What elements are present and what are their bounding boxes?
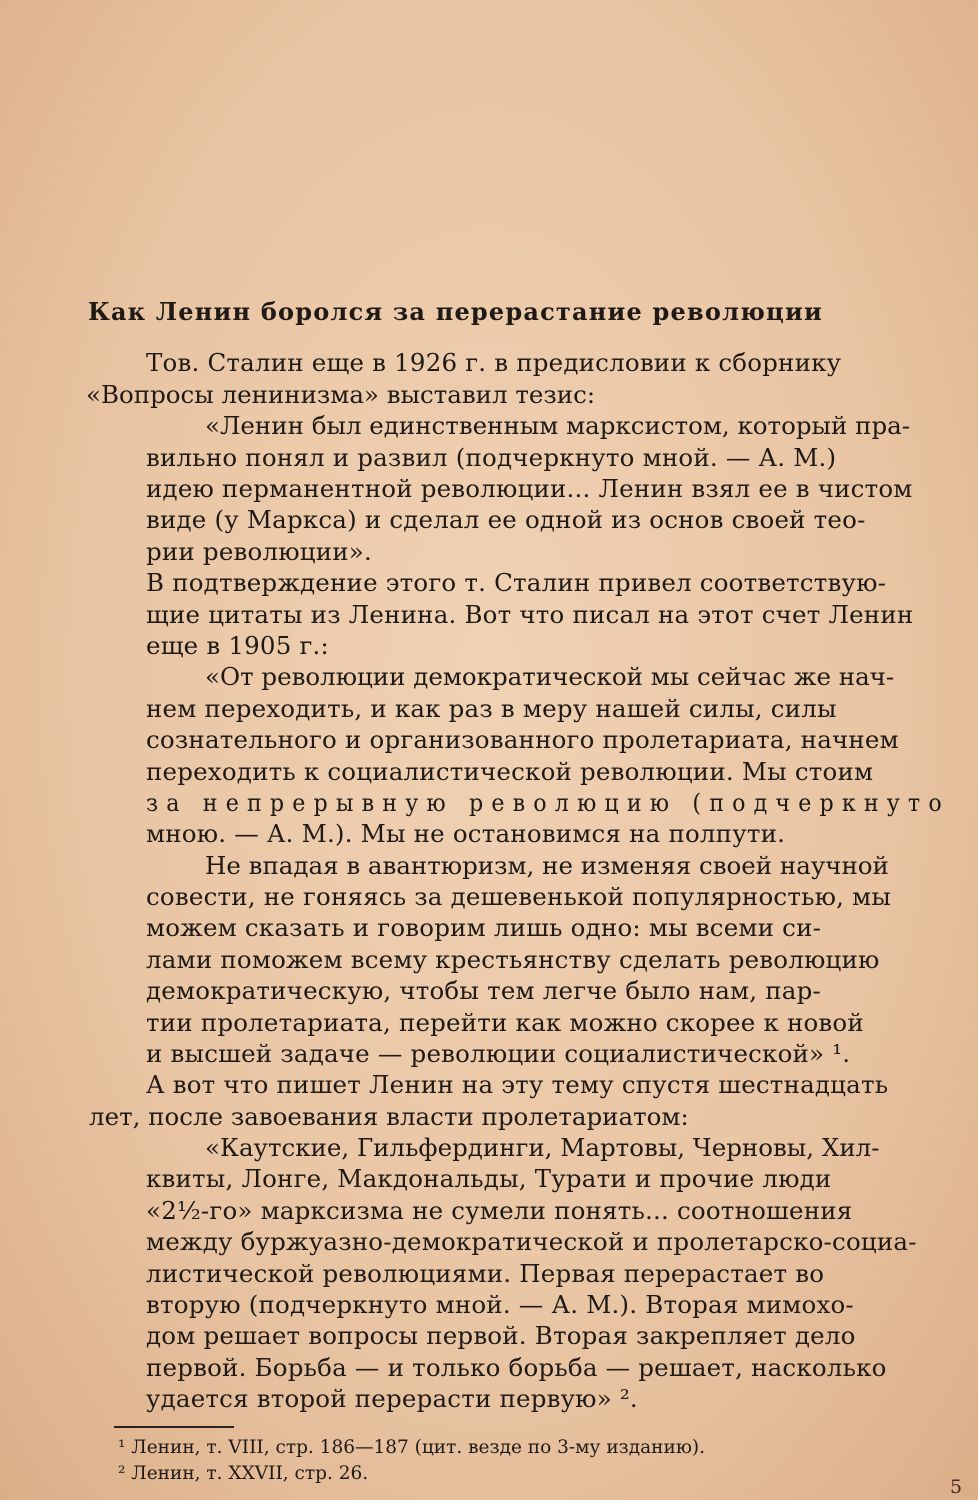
quote-line: можем сказать и говорим лишь одно: мы всеми си- xyxy=(146,913,822,942)
quote-line: тии пролетариата, перейти как можно скорее к новой xyxy=(146,1008,864,1037)
quote-line: вторую (подчеркнуто мной. — А. М.). Вторая мимохо- xyxy=(146,1290,854,1319)
quote-line: удается второй перерасти первую» ². xyxy=(146,1384,638,1413)
section-heading: Как Ленин боролся за перерастание революции xyxy=(88,297,823,326)
quote-line: за непрерывную революцию (подчеркнуто xyxy=(146,788,950,817)
page-number: 5 xyxy=(950,1476,963,1498)
quote-line: нем переходить, и как раз в меру нашей силы, силы xyxy=(146,694,837,723)
quote-line: «Ленин был единственным марксистом, который пра- xyxy=(205,411,911,440)
quote-line: совести, не гоняясь за дешевенькой популярностью, мы xyxy=(146,882,892,911)
text-line: щие цитаты из Ленина. Вот что писал на этот счет Ленин xyxy=(146,600,914,629)
quote-line: мною. — А. М.). Мы не остановимся на полпути. xyxy=(146,819,786,848)
text-line: В подтверждение этого т. Сталин привел соответствую- xyxy=(146,568,887,597)
text-line: лет, после завоевания власти пролетариатом: xyxy=(89,1102,689,1131)
quote-line: первой. Борьба — и только борьба — решает, насколько xyxy=(146,1353,887,1382)
quote-line: квиты, Лонге, Макдональды, Турати и прочие люди xyxy=(146,1164,832,1193)
quote-line: идею перманентной революции... Ленин взял ее в чистом xyxy=(146,474,913,503)
quote-line: «2½-го» марксизма не сумели понять... соотношения xyxy=(146,1196,853,1225)
quote-line: и высшей задаче — революции социалистической» ¹. xyxy=(146,1039,851,1068)
quote-line: вильно понял и развил (подчеркнуто мной. — А. М.) xyxy=(146,443,837,472)
quote-line: виде (у Маркса) и сделал ее одной из основ своей тео- xyxy=(146,505,866,534)
quote-line: переходить к социалистической революции. Мы стоим xyxy=(146,757,874,786)
text-line: «Вопросы ленинизма» выставил тезис: xyxy=(86,380,596,409)
quote-line: лами поможем всему крестьянству сделать революцию xyxy=(146,945,880,974)
footnote-2: ² Ленин, т. XXVII, стр. 26. xyxy=(118,1463,369,1484)
text-line: еще в 1905 г.: xyxy=(146,631,329,660)
footnote-divider xyxy=(114,1426,234,1428)
quote-line: «От революции демократической мы сейчас же нач- xyxy=(205,662,895,691)
quote-line: сознательного и организованного пролетариата, начнем xyxy=(146,725,899,754)
quote-line: листической революциями. Первая перерастает во xyxy=(146,1259,825,1288)
quote-line: рии революции». xyxy=(146,537,372,566)
quote-line: дом решает вопросы первой. Вторая закрепляет дело xyxy=(146,1321,856,1350)
text-line: А вот что пишет Ленин на эту тему спустя шестнадцать xyxy=(146,1070,889,1099)
text-line: Тов. Сталин еще в 1926 г. в предисловии к сборнику xyxy=(146,348,842,377)
quote-line: демократическую, чтобы тем легче было нам, пар- xyxy=(146,976,821,1005)
quote-line: «Каутские, Гильфердинги, Мартовы, Черновы, Хил- xyxy=(205,1133,880,1162)
quote-line: между буржуазно-демократической и пролетарско-социа- xyxy=(146,1227,917,1256)
quote-line: Не впадая в авантюризм, не изменяя своей научной xyxy=(205,851,889,880)
footnote-1: ¹ Ленин, т. VIII, стр. 186—187 (цит. везде по 3-му изданию). xyxy=(118,1437,706,1458)
